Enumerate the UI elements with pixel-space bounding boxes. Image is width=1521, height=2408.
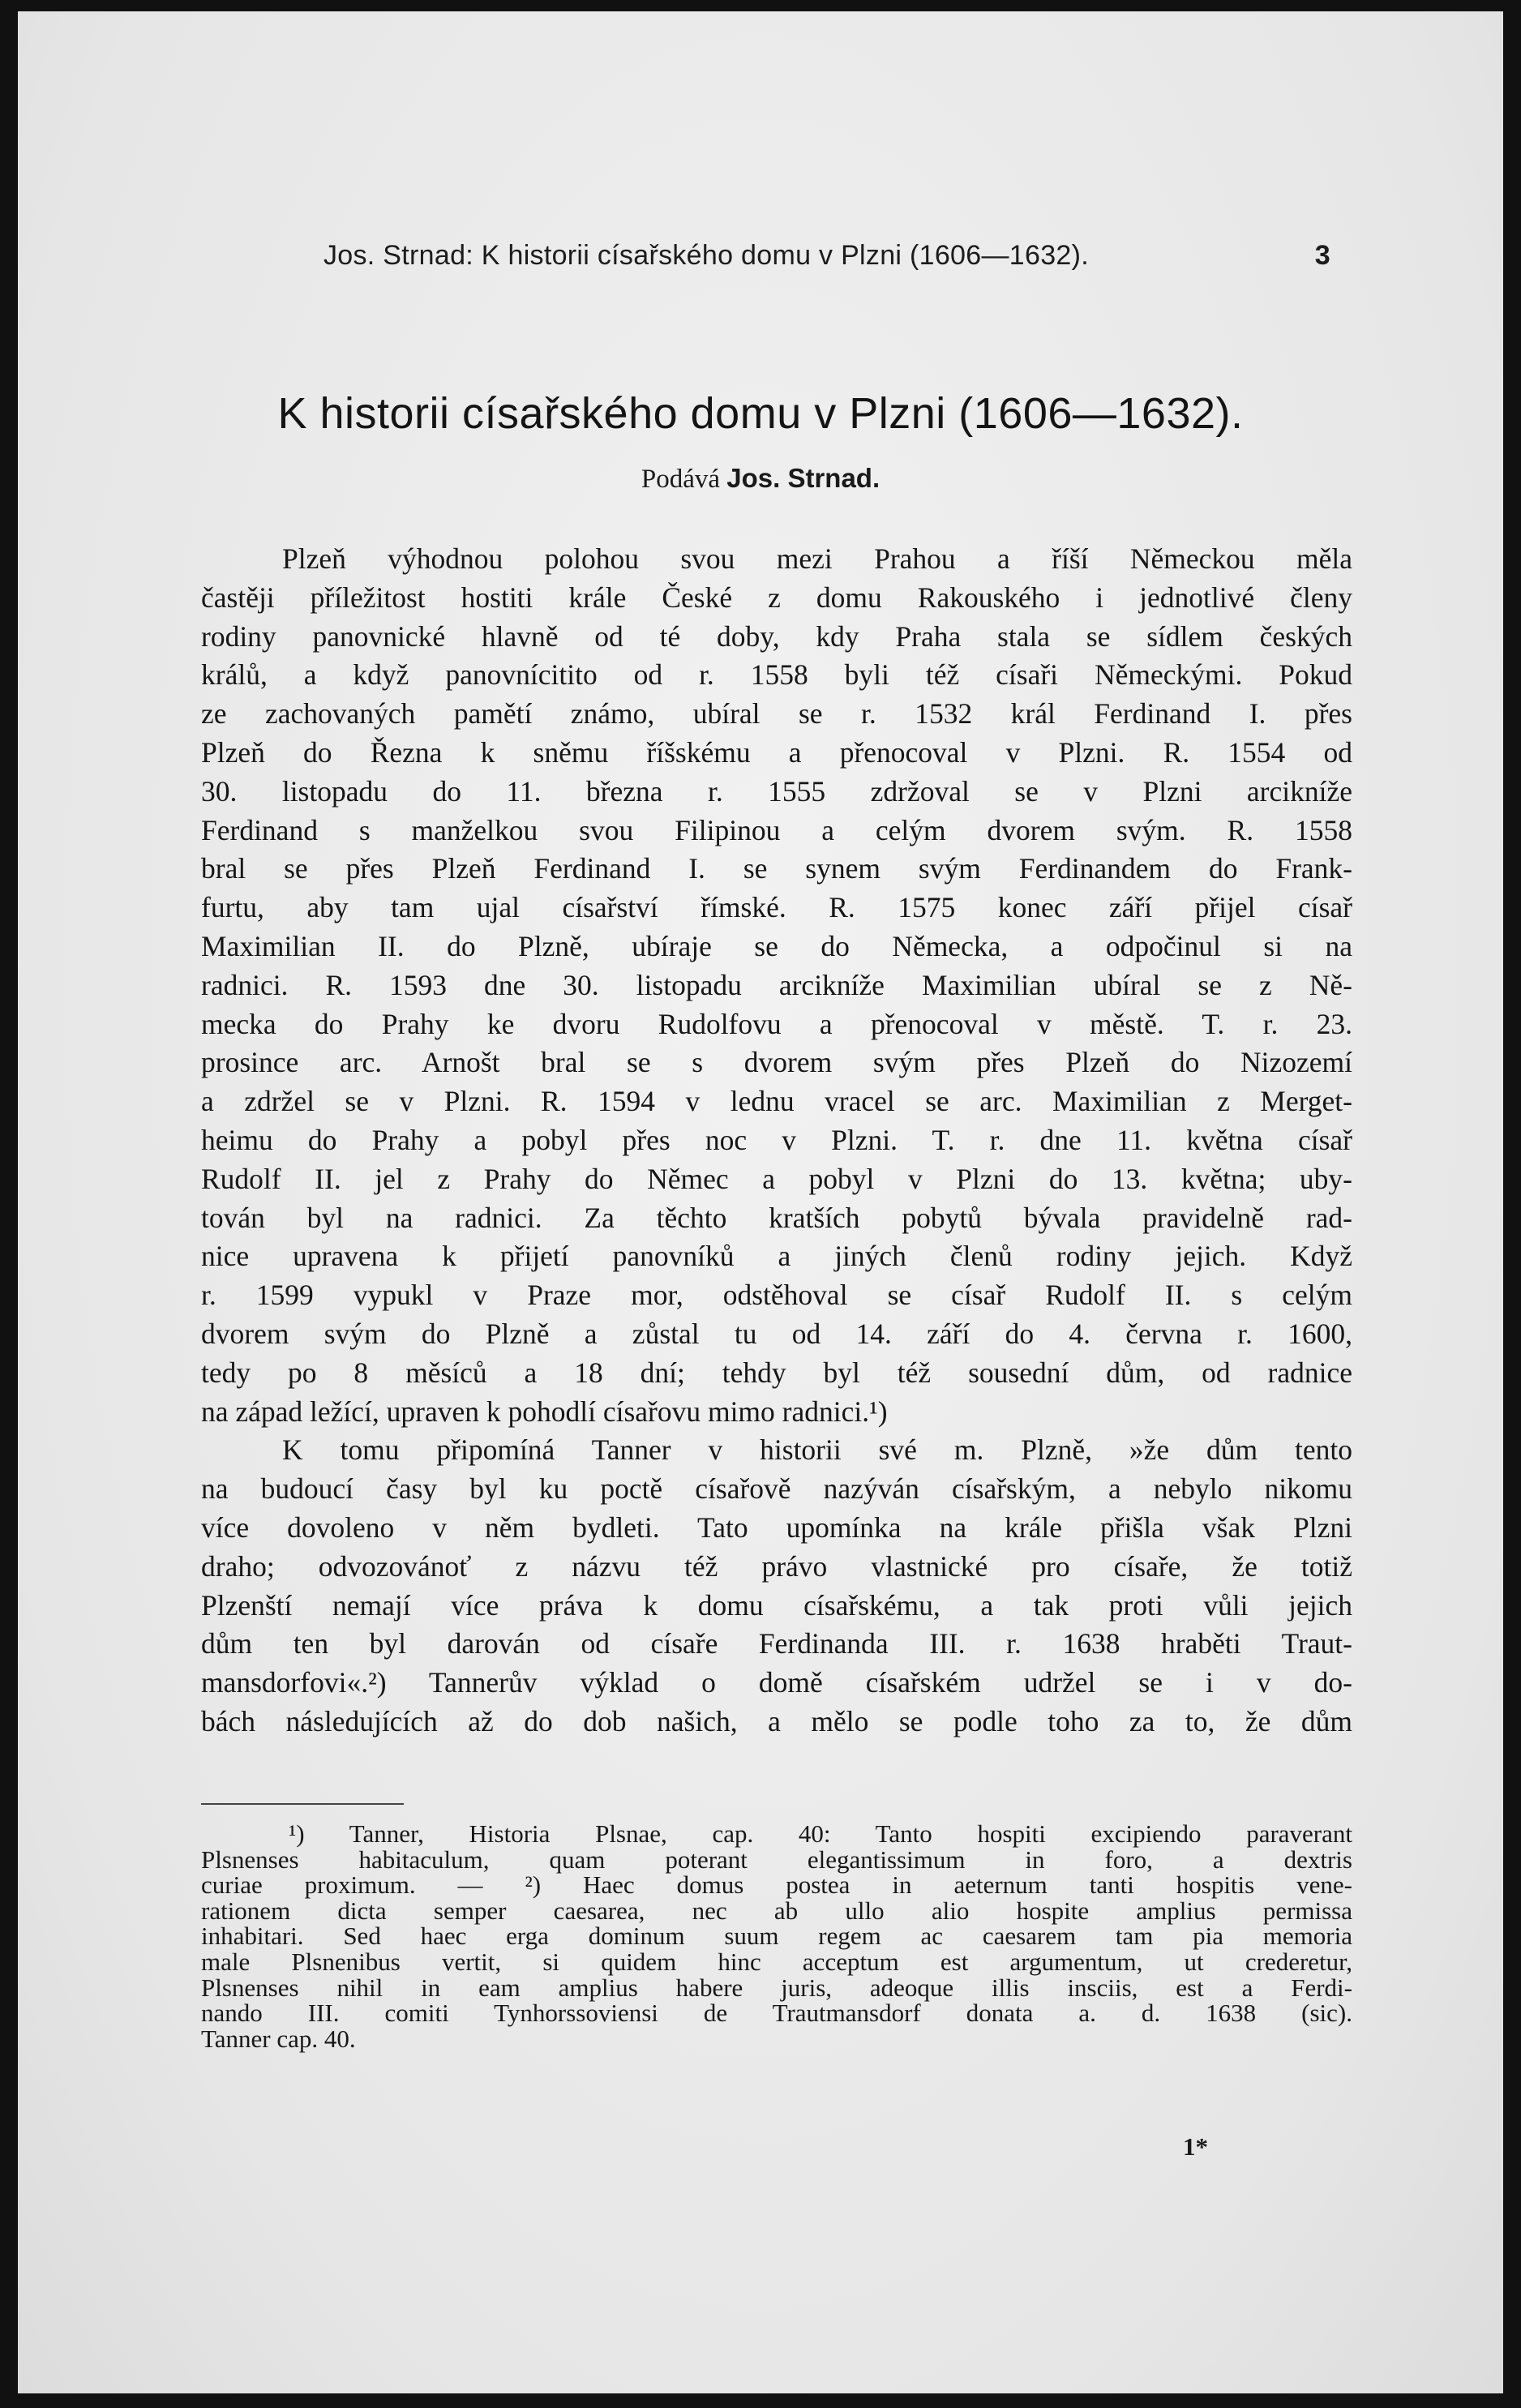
body-line: bral se přes Plzeň Ferdinand I. se synem svým Ferdinandem do Frank- [201, 852, 1352, 885]
body-line: mansdorfovi«.²) Tannerův výklad o domě císařském udržel se i v do- [201, 1666, 1352, 1699]
body-line: ze zachovaných pamětí známo, ubíral se r. 1532 král Ferdinand I. přes [201, 697, 1352, 731]
body-line: nice upravena k přijetí panovníků a jiných členů rodiny jejich. Když [201, 1240, 1352, 1273]
article-title: K historii císařského domu v Plzni (1606—1632). [277, 389, 1244, 438]
body-line: na západ ležící, upraven k pohodlí císařovu mimo radnici.¹) [201, 1395, 888, 1428]
body-line: a zdržel se v Plzni. R. 1594 v lednu vracel se arc. Maximilian z Merget- [201, 1085, 1352, 1118]
running-header [323, 240, 1330, 272]
document-page [18, 11, 1503, 2393]
footnote-line: inhabitari. Sed haec erga dominum suum regem ac caesarem tam pia memoria [201, 1922, 1352, 1951]
body-line: heimu do Prahy a pobyl přes noc v Plzni. T. r. dne 11. května císař [201, 1123, 1352, 1156]
footnote-divider [201, 1803, 404, 1805]
body-line: Ferdinand s manželkou svou Filipinou a celým dvorem svým. R. 1558 [201, 813, 1352, 846]
body-line: radnici. R. 1593 dne 30. listopadu arcikníže Maximilian ubíral se z Ně- [201, 968, 1352, 1001]
body-line: Plzeň výhodnou polohou svou mezi Prahou a říší Německou měla [282, 542, 1352, 575]
footnote-line: curiae proximum. — ²) Haec domus postea in aeternum tanti hospitis vene- [201, 1870, 1352, 1900]
body-line: r. 1599 vypukl v Praze mor, odstěhoval se císař Rudolf II. s celým [201, 1279, 1352, 1312]
byline-author: Jos. Strnad. [726, 463, 880, 493]
footnote-line: Tanner cap. 40. [201, 2024, 356, 2053]
footnote-line: Plsnenses habitaculum, quam poterant elegantissimum in foro, a dextris [201, 1845, 1352, 1874]
byline-prefix: Podává [641, 465, 720, 494]
body-line: mecka do Prahy ke dvoru Rudolfovu a přenocoval v městě. T. r. 23. [201, 1007, 1352, 1040]
body-line: Rudolf II. jel z Prahy do Němec a pobyl v Plzni do 13. května; uby- [201, 1162, 1352, 1195]
body-line: Plzenští nemají více práva k domu císařskému, a tak proti vůli jejich [201, 1588, 1352, 1622]
body-line: tedy po 8 měsíců a 18 dní; tehdy byl též sousední dům, od radnice [201, 1356, 1352, 1389]
body-line: tován byl na radnici. Za těchto kratších pobytů bývala pravidelně rad- [201, 1201, 1352, 1234]
body-line: Plzeň do Řezna k sněmu říšskému a přenocoval v Plzni. R. 1554 od [201, 735, 1352, 769]
running-title: Jos. Strnad: K historii císařského domu v Plzni (1606—1632). [323, 240, 1089, 271]
footnote-line: male Plsnenibus vertit, si quidem hinc acceptum est argumentum, ut crederetur, [201, 1947, 1352, 1976]
footnote-line: Plsnenses nihil in eam amplius habere juris, adeoque illis insciis, est a Ferdi- [201, 1973, 1352, 2002]
body-line: častěji příležitost hostiti krále České z domu Rakouského i jednotlivé členy [201, 581, 1352, 614]
body-text [201, 540, 1352, 1742]
footnote-line: nando III. comiti Tynhorssoviensi de Trautmansdorf donata a. d. 1638 (sic). [201, 1999, 1352, 2028]
page-number: 3 [1314, 240, 1330, 271]
body-line: draho; odvozovánoť z názvu též právo vlastnické pro císaře, že totiž [201, 1549, 1352, 1583]
footnote-line: rationem dicta semper caesarea, nec ab ullo alio hospite amplius permissa [201, 1896, 1352, 1925]
body-line: K tomu připomíná Tanner v historii své m. Plzně, »že dům tento [282, 1433, 1352, 1467]
body-line: bách následujících až do dob našich, a mělo se podle toho za to, že dům [201, 1704, 1352, 1737]
body-line: králů, a když panovnícitito od r. 1558 byli též císaři Německými. Pokud [201, 658, 1352, 692]
body-line: Maximilian II. do Plzně, ubíraje se do Německa, a odpočinul si na [201, 929, 1352, 962]
body-line: dvorem svým do Plzně a zůstal tu od 14. září do 4. června r. 1600, [201, 1317, 1352, 1350]
body-line: více dovoleno v něm bydleti. Tato upomínka na krále přišla však Plzni [201, 1510, 1352, 1544]
footnote-line: ¹) Tanner, Historia Plsnae, cap. 40: Tanto hospiti excipiendo paraverant [289, 1819, 1352, 1848]
footnotes [201, 1821, 1352, 2051]
signature-mark: 1* [1183, 2132, 1208, 2161]
body-line: prosince arc. Arnošt bral se s dvorem svým přes Plzeň do Nizozemí [201, 1046, 1352, 1079]
byline [180, 463, 1341, 495]
body-line: na budoucí časy byl ku poctě císařově nazýván císařským, a nebylo nikomu [201, 1472, 1352, 1506]
body-line: furtu, aby tam ujal císařství římské. R. 1575 konec září přijel císař [201, 891, 1352, 924]
body-line: 30. listopadu do 11. března r. 1555 zdržoval se v Plzni arcikníže [201, 774, 1352, 808]
body-line: rodiny panovnické hlavně od té doby, kdy Praha stala se sídlem českých [201, 619, 1352, 653]
body-line: dům ten byl darován od císaře Ferdinanda III. r. 1638 hraběti Traut- [201, 1627, 1352, 1660]
